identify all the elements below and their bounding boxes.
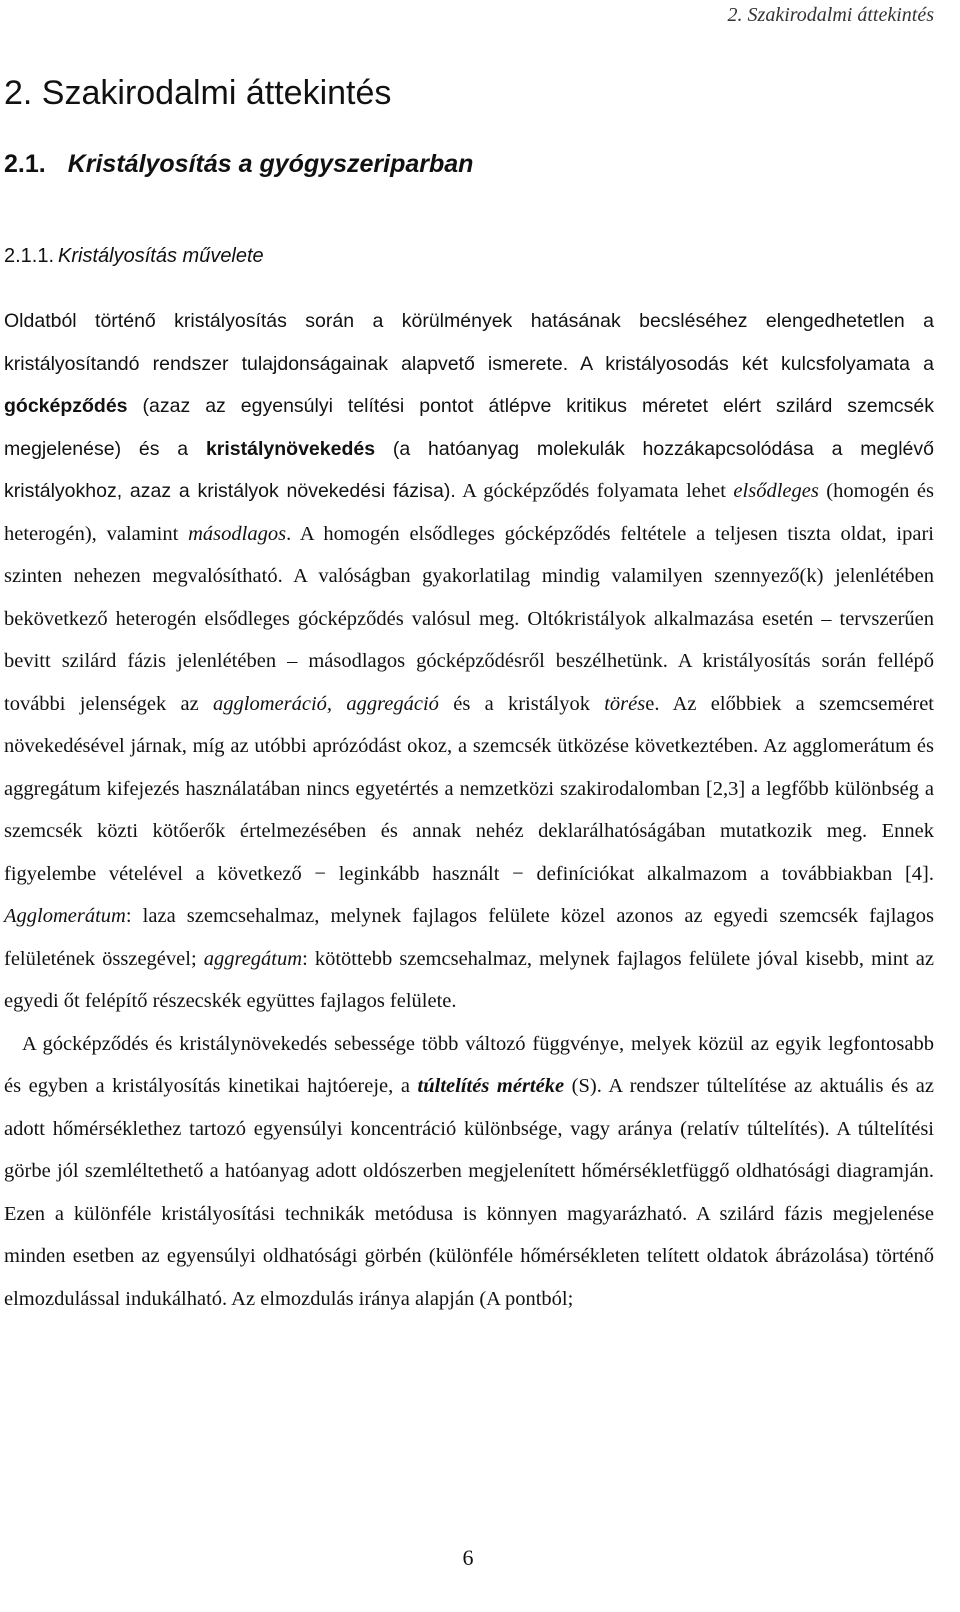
- p1-span-07: A gócképződés folyamata lehet: [455, 480, 734, 502]
- p1-span-17: : laza szemcsehalmaz, melynek fajlagos felülete közel azonos az egyedi szemcsék fajlagos felületének összegével;: [4, 905, 934, 970]
- page-number: 6: [462, 1545, 474, 1570]
- chapter-title: 2. Szakirodalmi áttekintés: [4, 74, 392, 112]
- p1-span-11: . A homogén elsődleges gócképződés feltétele a teljesen tiszta oldat, ipari szinten nehezen megvalósítható. A valóságban gyakorlatilag mindig valamilyen szennyező(k) jelenlétében bekövetkező heterogén elsődleges gócképződés valósul meg. Oltókristályok alkalmazása esetén – tervszerűen bevitt szilárd fázis jelenlétében – másodlagos gócképződésről beszélhetünk. A kristályosítás során fellépő további jelenségek az: [4, 522, 934, 715]
- p1-span-01: Oldatból történő kristályosítás során a körülmények hatásának becsléséhez elengedhetetlen a kristályosítandó rendszer tulajdonságainak alapvető ismerete.: [4, 310, 934, 375]
- p1-term-masodlagos: másodlagos: [188, 522, 287, 545]
- p1-span-04: (azaz az egyensúlyi telítési pontot átlépve kritikus méretet elért szilárd szemcsék megjelenése) és a: [4, 395, 934, 460]
- body-text: [4, 300, 934, 1320]
- section-number: 2.1.: [4, 150, 46, 178]
- p1-term-torese: törés: [604, 692, 646, 715]
- paragraph-2: [4, 1023, 934, 1321]
- p2-term-tultelites: túltelítés mértéke: [417, 1075, 565, 1097]
- p1-term-kristalynovekedes: kristálynövekedés: [205, 437, 376, 460]
- p2-span-01: A gócképződés és kristálynövekedés sebessége több változó függvénye, melyek közül az egyik legfontosabb és egyben a kristályosítás kinetikai hajtóereje, a: [4, 1032, 934, 1097]
- section-heading: [4, 150, 473, 179]
- p1-span-06: (a hatóanyag molekulák hozzákapcsolódása a meglévő kristályokhoz, azaz a kristályok növekedési fázisa).: [4, 437, 934, 502]
- subsection-heading: [4, 245, 264, 268]
- p1-term-aggregatum: aggregátum: [203, 947, 303, 970]
- p1-term-agglomeratum: Agglomerátum: [4, 905, 126, 927]
- p1-term-elsodleges: elsődleges: [733, 480, 819, 502]
- p1-term-agglomeracio: agglomeráció, aggregáció: [213, 692, 439, 715]
- subsection-number: 2.1.1.: [4, 245, 55, 267]
- p2-span-03: (S). A rendszer túltelítése az aktuális és az adott hőmérséklethez tartozó egyensúlyi koncentráció különbsége, vagy aránya (relatív túltelítés). A túltelítési görbe jól szemléltethető a hatóanyag adott oldószerben megjelenített hőmérsékletfüggő oldhatósági diagramján. Ezen a különféle kristályosítási technikák metódusa is könnyen magyarázható. A szilárd fázis megjelenése minden esetben az egyensúlyi oldhatósági görbén (különféle hőmérsékleten telített oldatok ábrázolása) történő elmozdulással indukálható. Az elmozdulás iránya alapján (A pontból;: [4, 1075, 934, 1310]
- p1-span-15: . Az előbbiek a szemcseméret növekedésével járnak, míg az utóbbi aprózódást okoz, a szemcsék ütközése következtében. Az agglomerátum és aggregátum kifejezés használatában nincs egyetértés a nemzetközi szakirodalomban [2,3] a legfőbb különbség a szemcsék közti kötőerők értelmezésében és annak nehéz deklarálhatóságában mutatkozik meg. Ennek figyelembe vételével a következő − leginkább használt − definíciókat alkalmazom a továbbiakban [4].: [4, 692, 934, 885]
- section-title: Kristályosítás a gyógyszeriparban: [67, 150, 474, 178]
- p1-span-13: és a kristályok: [438, 692, 605, 715]
- running-head: 2. Szakirodalmi áttekintés: [727, 4, 934, 26]
- p1-span-15a: e: [645, 692, 655, 715]
- p1-span-19: : kötöttebb szemcsehalmaz, melynek fajlagos felülete jóval kisebb, mint az egyedi őt felépítő részecskék együttes fajlagos felülete.: [4, 947, 934, 1012]
- p1-span-02: A kristályosodás két kulcsfolyamata a: [568, 352, 934, 375]
- p1-term-gockepzodes: gócképződés: [4, 395, 128, 417]
- paragraph-1: [4, 300, 934, 1023]
- subsection-title: Kristályosítás művelete: [58, 245, 264, 267]
- p1-span-09: (homogén és heterogén), valamint: [4, 480, 934, 545]
